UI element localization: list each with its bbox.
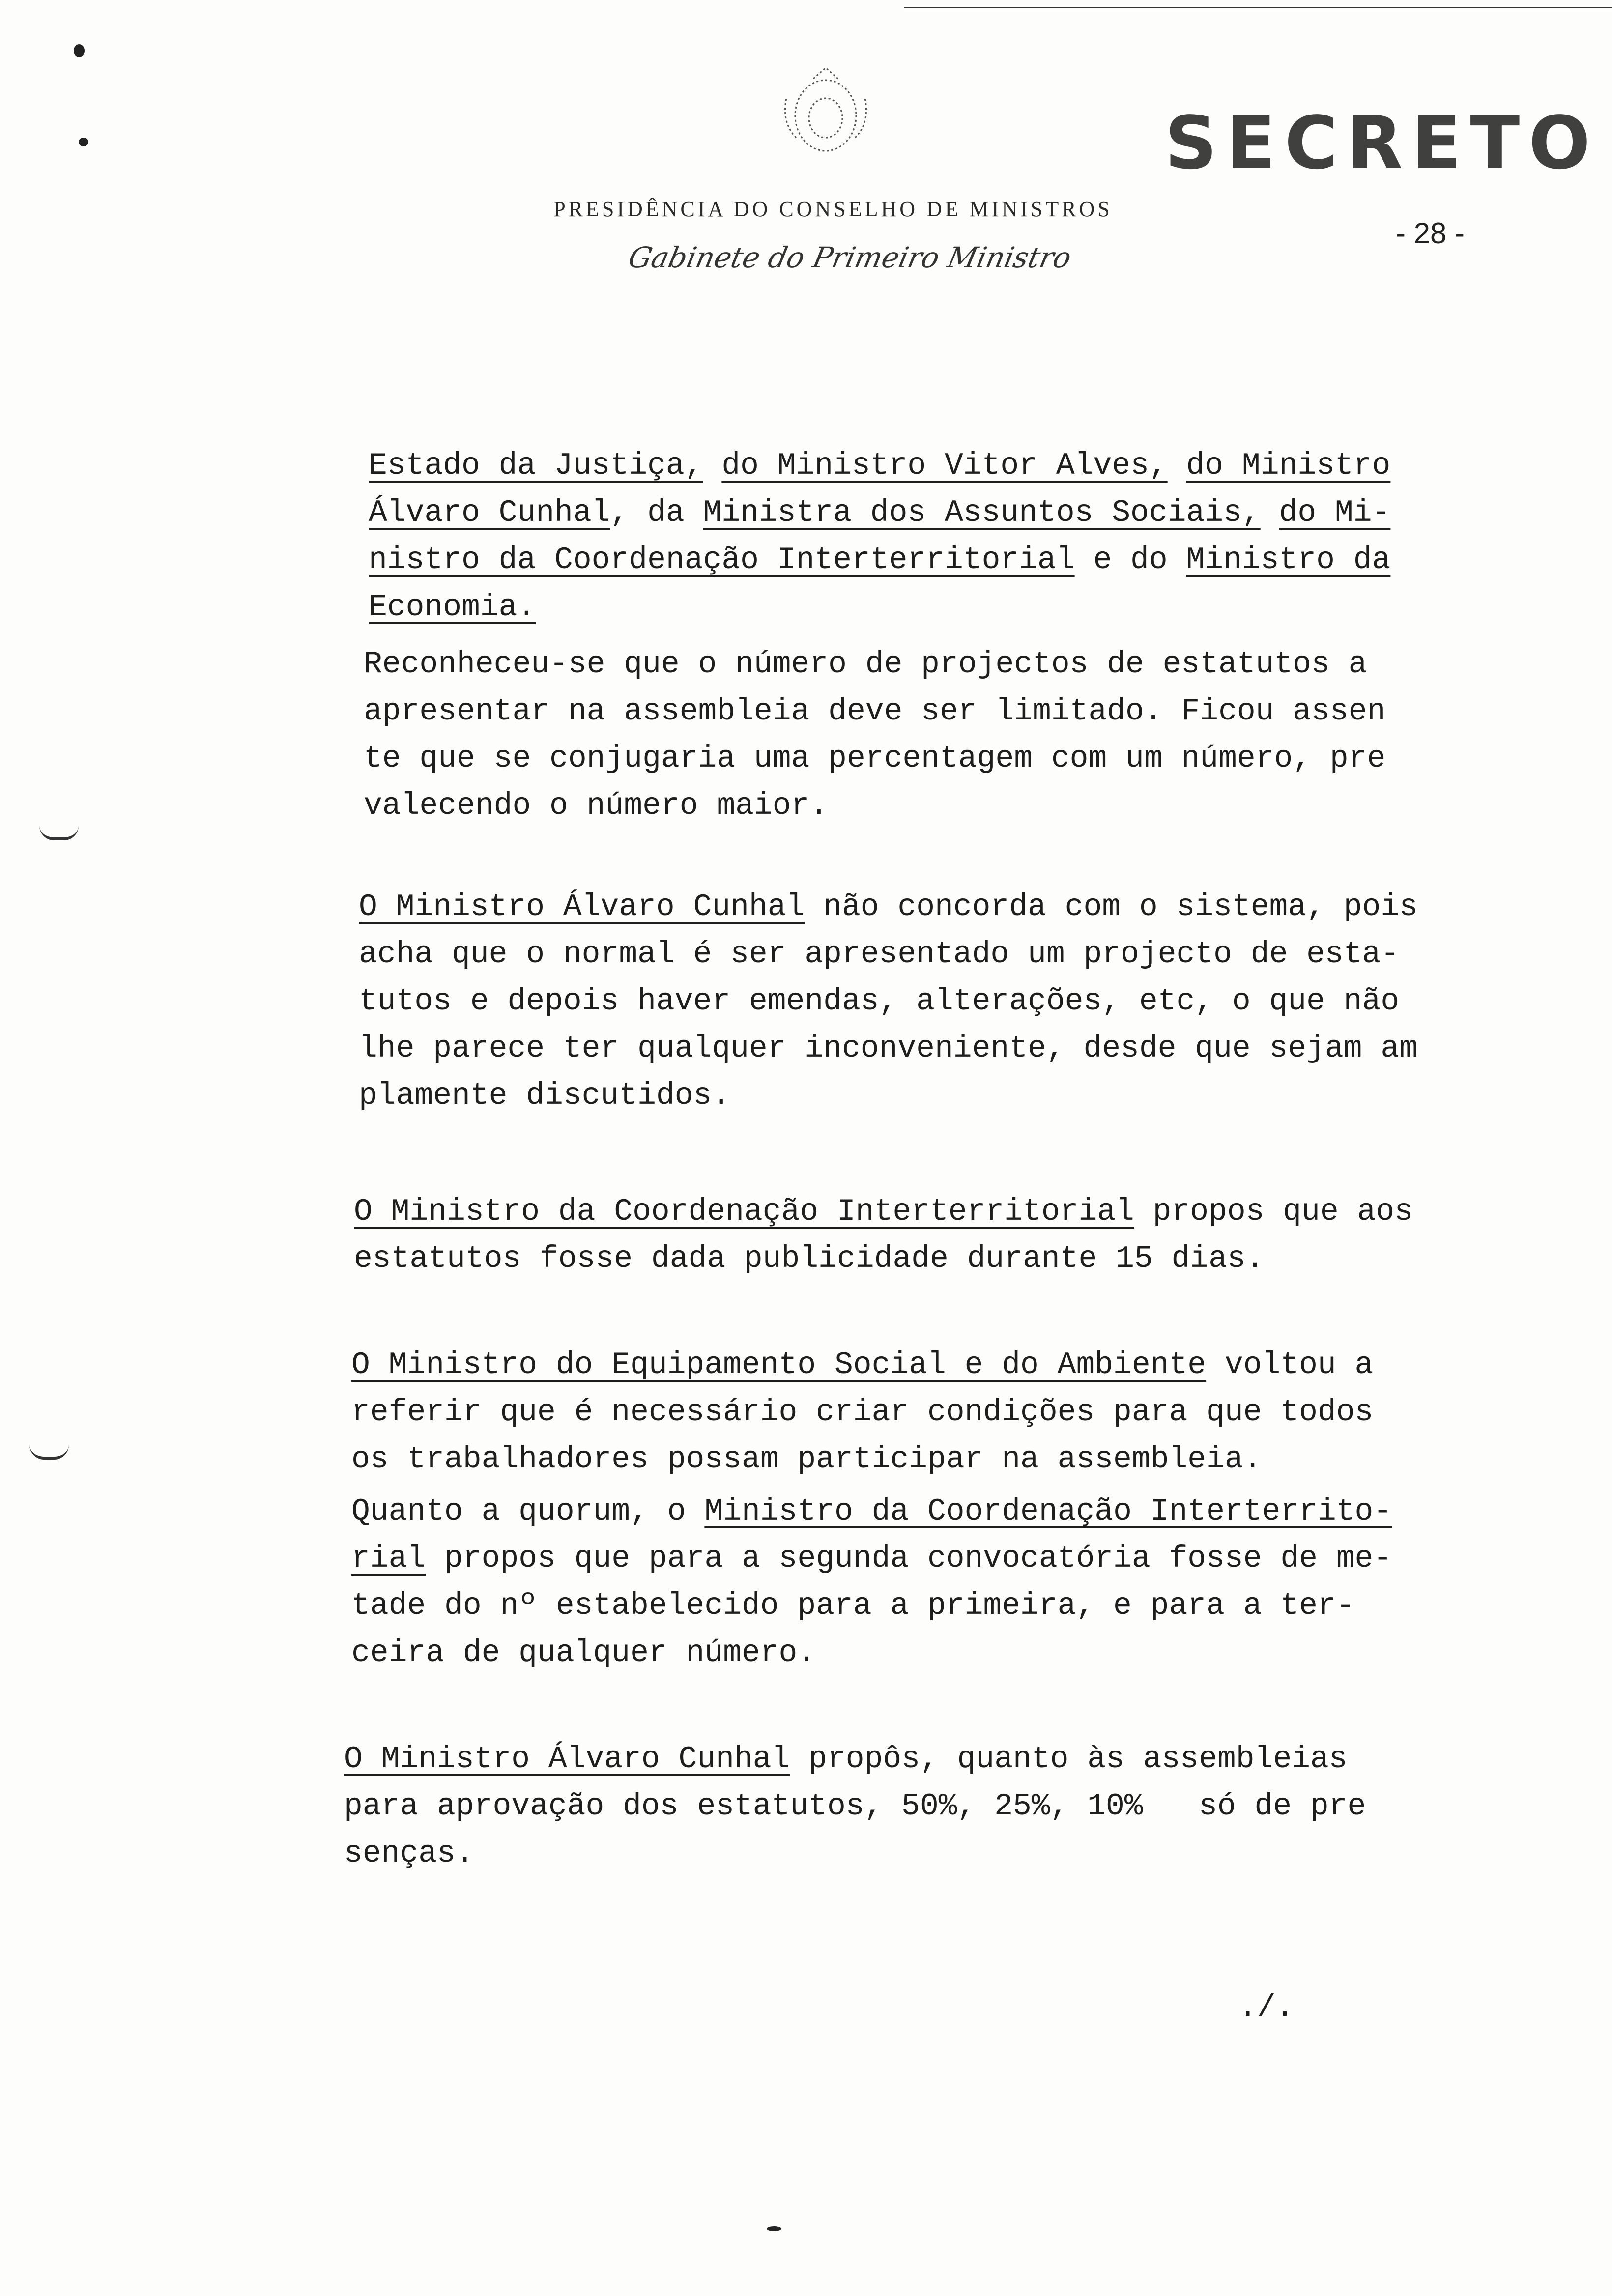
underlined-text: Estado da Justiça, (369, 448, 703, 483)
underlined-text: O Ministro da Coordenação Interterritorial (354, 1194, 1134, 1229)
paragraph (351, 1488, 1494, 1677)
text-segment: Quanto a quorum, o (351, 1494, 705, 1529)
underlined-text: do Mi- (1279, 495, 1391, 530)
text-line (359, 884, 1494, 931)
office-signature: Gabinete do Primeiro Ministro (625, 241, 1074, 274)
document-body (344, 442, 1494, 1877)
coat-of-arms-seal (767, 64, 885, 162)
ink-speck (74, 44, 85, 57)
text-segment: apresentar na assembleia deve ser limitado. Ficou assen (364, 694, 1386, 729)
text-segment: plamente discutidos. (359, 1078, 731, 1113)
text-segment: lhe parece ter qualquer inconveniente, desde que sejam am (359, 1031, 1418, 1066)
text-line (369, 584, 1494, 631)
text-line (351, 1582, 1494, 1630)
underlined-text: Ministro da (1186, 543, 1391, 577)
text-line (351, 1535, 1494, 1582)
paragraph (369, 442, 1494, 631)
underlined-text: rial (351, 1541, 426, 1576)
underlined-text: nistro da Coordenação Interterritorial (369, 543, 1075, 577)
text-segment: e do (1074, 543, 1186, 577)
text-line (344, 1736, 1494, 1783)
text-segment: tade do nº estabelecido para a primeira, e para a ter- (351, 1588, 1355, 1623)
text-segment: te que se conjugaria uma percentagem com um número, pre (364, 741, 1386, 776)
text-segment: , da (610, 495, 703, 530)
underlined-text: Álvaro Cunhal (369, 495, 610, 530)
underlined-text: Ministro da Coordenação Interterrito- (704, 1494, 1392, 1529)
text-segment: os trabalhadores possam participar na assembleia. (351, 1442, 1262, 1477)
text-segment: para aprovação dos estatutos, 50%, 25%, 10% só de pre (344, 1789, 1366, 1824)
text-segment: valecendo o número maior. (364, 788, 829, 823)
secret-stamp: SECRETO (1165, 101, 1600, 185)
paragraph (344, 1736, 1494, 1877)
text-segment: acha que o normal é ser apresentado um projecto de esta- (359, 937, 1400, 972)
text-segment: não concorda com o sistema, pois (805, 890, 1418, 924)
text-line (369, 537, 1494, 584)
top-edge-line (904, 7, 1612, 8)
underlined-text: O Ministro Álvaro Cunhal (359, 890, 805, 924)
underlined-text: O Ministro do Equipamento Social e do Ambiente (351, 1348, 1207, 1382)
text-segment: propos que aos (1134, 1194, 1413, 1229)
text-line (364, 641, 1494, 688)
text-segment: tutos e depois haver emendas, alterações, etc, o que não (359, 984, 1400, 1019)
text-segment: ceira de qualquer número. (351, 1636, 816, 1670)
ink-speck (79, 138, 88, 146)
underlined-text: do Ministro (1186, 448, 1391, 483)
text-line (364, 688, 1494, 735)
text-segment: senças. (344, 1836, 474, 1871)
institution-header: PRESIDÊNCIA DO CONSELHO DE MINISTROS (553, 197, 1113, 221)
text-line (351, 1389, 1494, 1436)
text-line (359, 978, 1494, 1025)
text-line (364, 735, 1494, 782)
text-segment: Reconheceu-se que o número de projectos de estatutos a (364, 647, 1367, 682)
text-line (351, 1342, 1494, 1389)
paragraph (354, 1188, 1494, 1283)
text-line (351, 1488, 1494, 1535)
text-line (354, 1235, 1494, 1283)
text-line (364, 782, 1494, 830)
text-segment (703, 448, 722, 483)
margin-hole-mark (39, 826, 79, 840)
text-segment: propos que para a segunda convocatória fosse de me- (426, 1541, 1392, 1576)
paragraph (351, 1342, 1494, 1483)
text-line (354, 1188, 1494, 1235)
text-segment: estatutos fosse dada publicidade durante 15 dias. (354, 1241, 1265, 1276)
text-line (351, 1630, 1494, 1677)
text-line (359, 1025, 1494, 1072)
ink-speck (767, 2226, 781, 2231)
text-line (369, 442, 1494, 489)
text-segment: voltou a (1206, 1348, 1374, 1382)
text-line (351, 1436, 1494, 1483)
continuation-mark: ./. (1238, 1990, 1295, 2025)
margin-hole-mark (29, 1445, 69, 1460)
text-segment (1261, 495, 1279, 530)
text-line (344, 1783, 1494, 1830)
text-segment: propôs, quanto às assembleias (790, 1742, 1348, 1777)
underlined-text: Ministra dos Assuntos Sociais, (703, 495, 1261, 530)
underlined-text: do Ministro Vitor Alves, (721, 448, 1168, 483)
text-line (344, 1830, 1494, 1877)
text-line (369, 489, 1494, 537)
paragraph (364, 641, 1494, 830)
text-line (359, 931, 1494, 978)
text-segment: referir que é necessário criar condições para que todos (351, 1395, 1374, 1430)
underlined-text: Economia. (369, 590, 536, 625)
page-number: - 28 - (1395, 217, 1465, 250)
paragraph (359, 884, 1494, 1119)
text-line (359, 1072, 1494, 1119)
underlined-text: O Ministro Álvaro Cunhal (344, 1742, 790, 1777)
text-segment (1168, 448, 1186, 483)
